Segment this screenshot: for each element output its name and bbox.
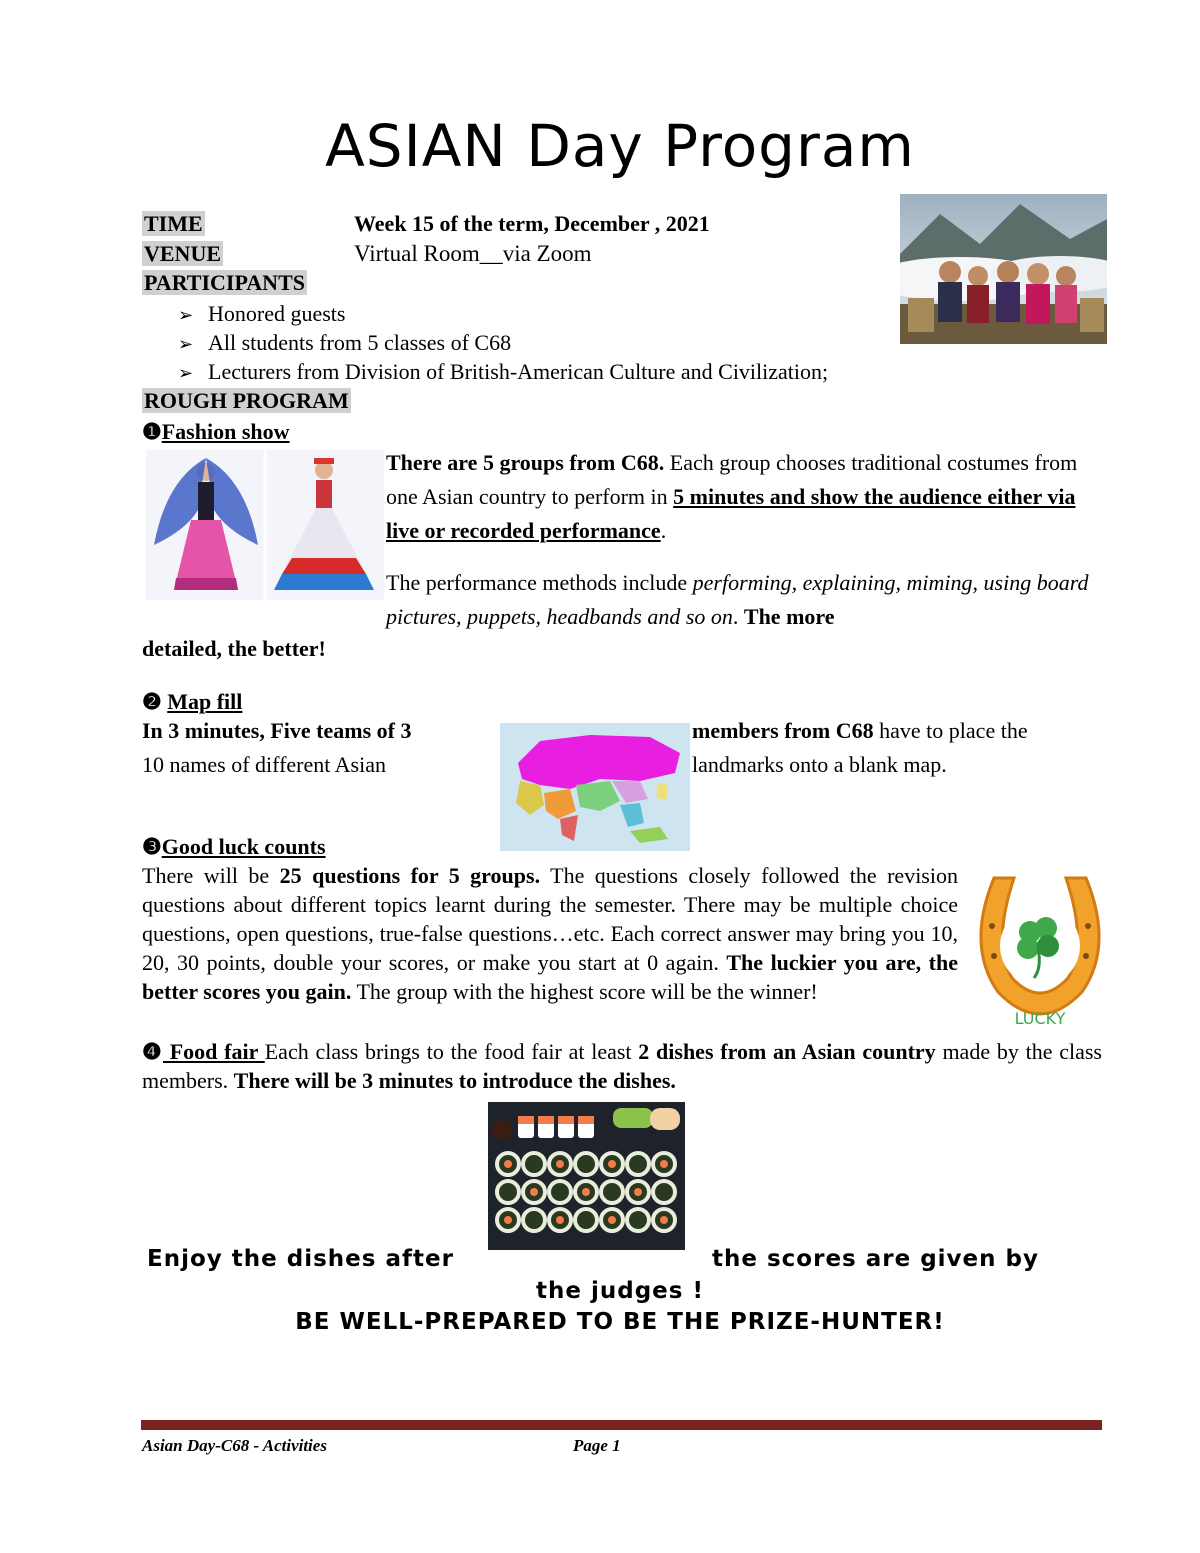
arrow-bullet-icon: ➢ [178, 305, 194, 325]
participant-item: ➢ Honored guests [178, 299, 345, 330]
number-one-icon: ❶ [142, 419, 162, 444]
arrow-bullet-icon: ➢ [178, 363, 194, 383]
closing-line-1a: Enjoy the dishes after [147, 1246, 454, 1272]
closing-line-2: the judges ! [536, 1278, 704, 1304]
asia-map-image [500, 723, 690, 851]
food-paragraph: ❹ Food fair Each class brings to the food fair at least 2 dishes from an Asian country made by the class members. There will be 3 minutes to introduce the dishes. [142, 1039, 1102, 1093]
fashion-paragraph-2: The performance methods include performing, explaining, miming, using board pictures, puppets, headbands and so on. The more [386, 570, 1089, 629]
footer-left: Asian Day-C68 - Activities [142, 1436, 327, 1455]
arrow-bullet-icon: ➢ [178, 334, 194, 354]
number-three-icon: ❸ [142, 834, 162, 859]
map-right-line-1: members from C68 have to place the [692, 718, 1028, 743]
footer-page-number: Page 1 [573, 1436, 621, 1455]
venue-label: VENUE [144, 241, 222, 266]
venue-value: Virtual Room__via Zoom [354, 241, 592, 266]
participant-item: ➢ All students from 5 classes of C68 [178, 328, 511, 359]
costume-photos [146, 450, 384, 600]
time-label: TIME [144, 211, 203, 236]
participant-item: ➢ Lecturers from Division of British-American Culture and Civilization; [178, 357, 828, 388]
closing-line-3: BE WELL-PREPARED TO BE THE PRIZE-HUNTER! [295, 1309, 945, 1335]
closing-line-1b: the scores are given by [712, 1246, 1039, 1272]
participants-label: PARTICIPANTS [144, 270, 305, 295]
footer-rule [141, 1420, 1102, 1430]
number-four-icon: ❹ [142, 1039, 163, 1064]
luck-paragraph: There will be 25 questions for 5 groups. The questions closely followed the revision questions about different topics learnt during the semester. There may be multiple choice questions, open questions, true-false questions…etc. Each correct answer may bring you 10, 20, 30 points, double your scores, or make you start at 0 again. The luckier you are, the better scores you gain. The group with the highest score will be the winner! [142, 863, 958, 1004]
map-left-line-1: In 3 minutes, Five teams of 3 [142, 718, 412, 743]
map-right-line-2: landmarks onto a blank map. [692, 752, 947, 777]
fashion-heading: ❶Fashion show [142, 419, 290, 444]
program-label: ROUGH PROGRAM [144, 388, 349, 413]
page-title: ASIAN Day Program [325, 112, 915, 180]
luck-heading: ❸Good luck counts [142, 834, 326, 859]
sushi-photo [488, 1102, 685, 1250]
map-heading: ❷ Map fill [142, 689, 243, 714]
fashion-paragraph-1: There are 5 groups from C68. Each group chooses traditional costumes from one Asian country to perform in 5 minutes and show the audience either via live or recorded performance. [386, 450, 1078, 543]
time-value: Week 15 of the term, December , 2021 [354, 211, 710, 236]
map-left-line-2: 10 names of different Asian [142, 752, 386, 777]
fashion-closing: detailed, the better! [142, 636, 326, 661]
number-two-icon: ❷ [142, 689, 162, 714]
lucky-text: LUCKY [1014, 1009, 1066, 1028]
lucky-horseshoe-image [972, 866, 1108, 1031]
mountain-children-photo [900, 194, 1107, 344]
